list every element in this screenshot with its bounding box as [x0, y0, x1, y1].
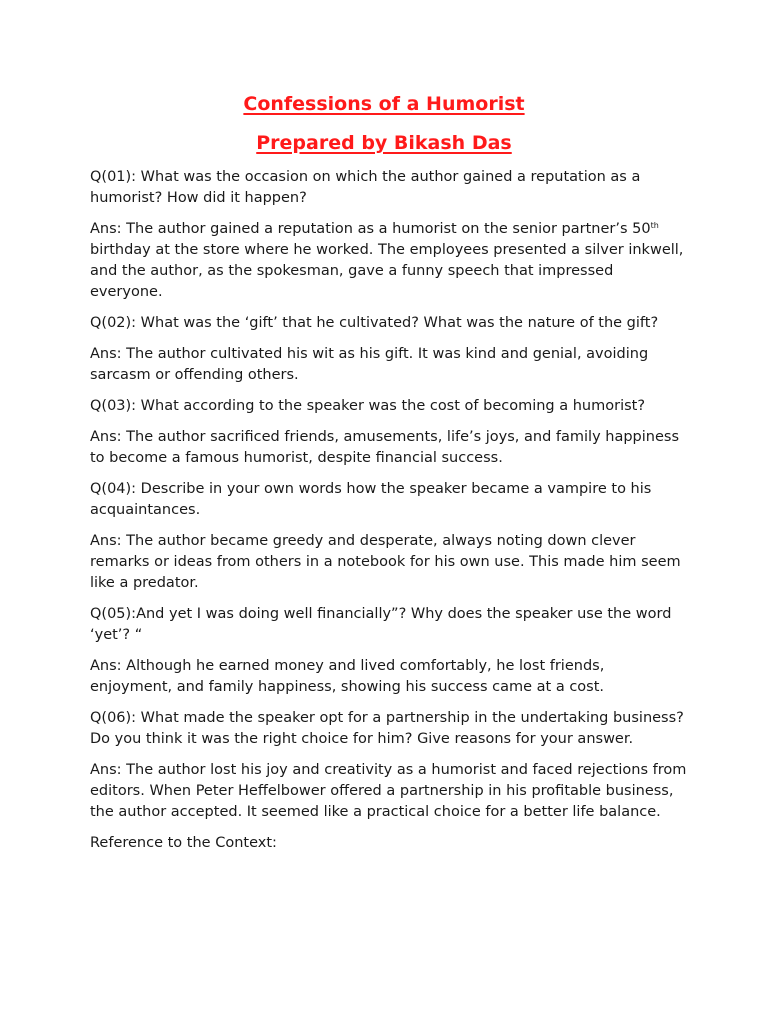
question-5: Q(05):And yet I was doing well financially”? Why does the speaker use the word ‘yet’? “ [90, 606, 672, 643]
answer-5: Ans: Although he earned money and lived comfortably, he lost friends, enjoyment, and family happiness, showing his success came at a cost. [90, 658, 605, 695]
answer-1-text-end: birthday at the store where he worked. The employees presented a silver inkwell, and the author, as the spokesman, gave a funny speech that impressed everyone. [90, 242, 684, 300]
document-title: Confessions of a Humorist [243, 93, 525, 115]
question-6: Q(06): What made the speaker opt for a partnership in the undertaking business? Do you think it was the right choice for him? Give reasons for your answer. [90, 710, 684, 747]
document-author-line: Prepared by Bikash Das [256, 132, 512, 154]
question-2: Q(02): What was the ‘gift’ that he cultivated? What was the nature of the gift? [90, 315, 659, 331]
answer-1 [90, 219, 690, 303]
answer-6: Ans: The author lost his joy and creativity as a humorist and faced rejections from editors. When Peter Heffelbower offered a partnership in his profitable business, the author accepted. It seemed like a practical choice for a better life balance. [90, 762, 687, 820]
ordinal-suffix: th [650, 221, 659, 230]
document-body [90, 167, 690, 864]
question-3: Q(03): What according to the speaker was the cost of becoming a humorist? [90, 398, 646, 414]
answer-3: Ans: The author sacrificed friends, amusements, life’s joys, and family happiness to become a famous humorist, despite financial success. [90, 429, 680, 466]
answer-1-text-start: Ans: The author gained a reputation as a humorist on the senior partner’s 50 [90, 221, 651, 237]
section-heading-reference: Reference to the Context: [90, 835, 277, 851]
answer-2: Ans: The author cultivated his wit as his gift. It was kind and genial, avoiding sarcasm or offending others. [90, 346, 649, 383]
question-1: Q(01): What was the occasion on which the author gained a reputation as a humorist? How did it happen? [90, 169, 641, 206]
question-4: Q(04): Describe in your own words how the speaker became a vampire to his acquaintances. [90, 481, 652, 518]
answer-4: Ans: The author became greedy and desperate, always noting down clever remarks or ideas from others in a notebook for his own use. This made him seem like a predator. [90, 533, 681, 591]
